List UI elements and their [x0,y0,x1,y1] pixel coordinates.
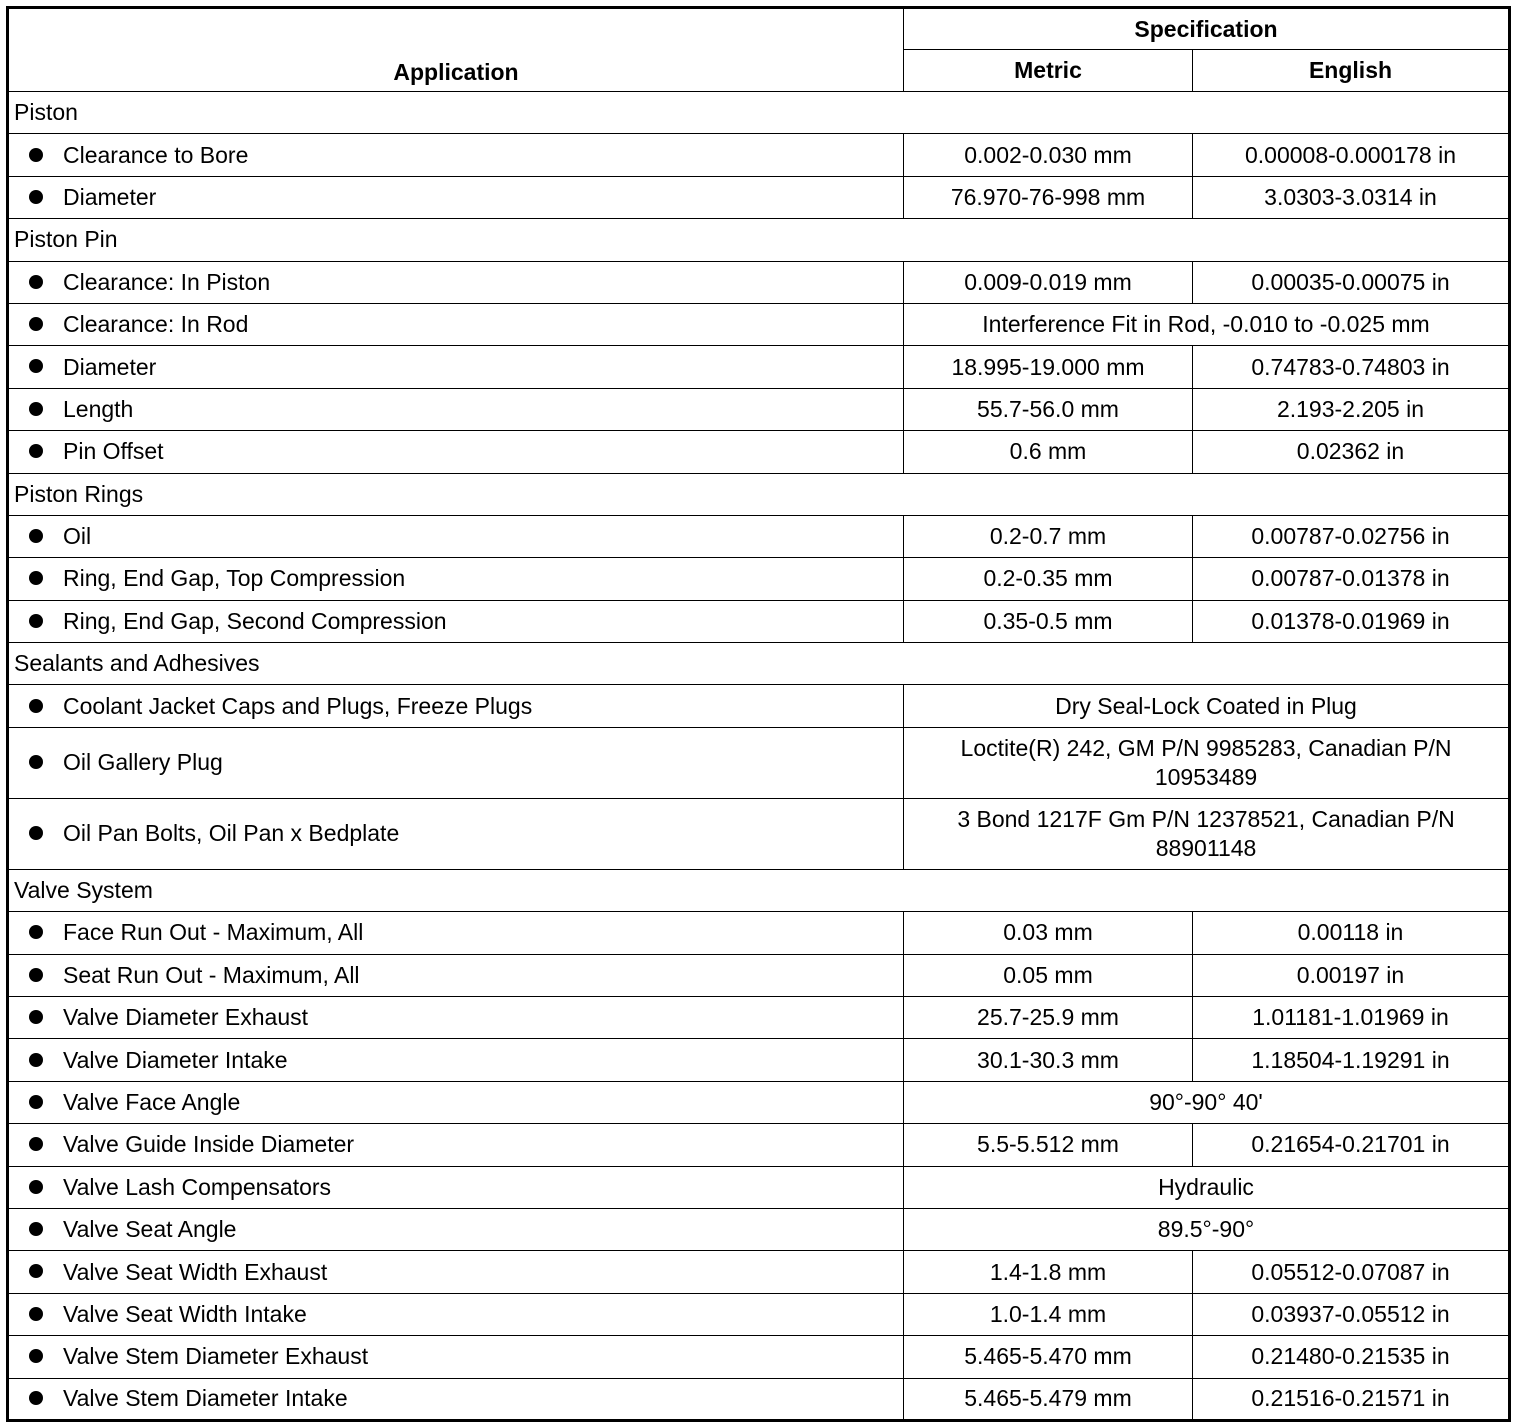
table-row [8,388,1510,430]
application-label: Ring, End Gap, Top Compression [63,565,406,592]
section-title: Piston Pin [8,219,1510,261]
english-value-cell: 1.01181-1.01969 in [1193,997,1510,1039]
english-header: English [1193,50,1510,92]
english-value-cell: 1.18504-1.19291 in [1193,1039,1510,1081]
table-row [8,685,1510,727]
application-label: Face Run Out - Maximum, All [63,919,364,946]
application-cell [8,1039,904,1081]
specification-table [6,6,1511,1422]
application-label: Valve Lash Compensators [63,1173,332,1200]
table-row [8,798,1510,869]
bullet-icon [29,529,43,543]
table-row [8,1166,1510,1208]
bullet-icon [29,1222,43,1236]
application-cell [8,685,904,727]
spec-value-cell: 3 Bond 1217F Gm P/N 12378521, Canadian P/N 88901148 [904,798,1510,869]
english-value-cell: 2.193-2.205 in [1193,388,1510,430]
application-label: Oil [63,523,92,550]
english-value-cell: 0.00118 in [1193,912,1510,954]
application-label: Valve Face Angle [63,1089,241,1115]
application-cell [8,600,904,642]
application-label: Valve Seat Width Exhaust [63,1258,328,1285]
bullet-icon [29,317,43,331]
application-label: Diameter [63,183,157,210]
application-cell [8,1208,904,1250]
table-row [8,997,1510,1039]
english-value-cell: 0.00787-0.01378 in [1193,558,1510,600]
table-row [8,1293,1510,1335]
application-cell [8,176,904,218]
application-cell [8,303,904,345]
bullet-icon [29,1010,43,1024]
section-title: Valve System [8,869,1510,911]
table-row [8,558,1510,600]
application-cell [8,1293,904,1335]
english-value-cell: 0.21480-0.21535 in [1193,1336,1510,1378]
application-label: Valve Seat Width Intake [63,1300,307,1327]
spec-value-cell: 89.5°-90° [904,1208,1510,1250]
application-cell [8,515,904,557]
table-body [8,92,1510,1421]
header-row-top [8,8,1510,50]
bullet-icon [29,699,43,713]
application-label: Valve Stem Diameter Exhaust [63,1343,369,1370]
spec-value-cell: Hydraulic [904,1166,1510,1208]
section-title: Sealants and Adhesives [8,643,1510,685]
application-cell [8,1081,904,1123]
application-cell [8,1124,904,1166]
section-title: Piston Rings [8,473,1510,515]
table-row [8,134,1510,176]
metric-value-cell: 0.2-0.7 mm [904,515,1193,557]
section-title: Piston [8,92,1510,134]
application-label: Valve Diameter Exhaust [63,1004,309,1031]
table-row [8,515,1510,557]
table-row [8,261,1510,303]
section-row [8,219,1510,261]
application-cell [8,912,904,954]
metric-value-cell: 0.002-0.030 mm [904,134,1193,176]
english-value-cell: 0.00787-0.02756 in [1193,515,1510,557]
application-cell [8,1378,904,1420]
spec-value-cell: Loctite(R) 242, GM P/N 9985283, Canadian P/N 10953489 [904,727,1510,798]
table-row [8,176,1510,218]
table-row [8,600,1510,642]
application-cell [8,388,904,430]
metric-value-cell: 0.03 mm [904,912,1193,954]
english-value-cell: 0.21516-0.21571 in [1193,1378,1510,1420]
bullet-icon [29,148,43,162]
english-value-cell: 0.00035-0.00075 in [1193,261,1510,303]
bullet-icon [29,1180,43,1194]
metric-value-cell: 25.7-25.9 mm [904,997,1193,1039]
application-label: Length [63,395,134,422]
application-label: Clearance: In Rod [63,311,249,338]
table-row [8,954,1510,996]
metric-header: Metric [904,50,1193,92]
bullet-icon [29,359,43,373]
section-row [8,473,1510,515]
application-label: Pin Offset [63,438,164,465]
metric-value-cell: 30.1-30.3 mm [904,1039,1193,1081]
metric-value-cell: 1.0-1.4 mm [904,1293,1193,1335]
section-row [8,869,1510,911]
application-label: Valve Diameter Intake [63,1046,288,1073]
table-row [8,1251,1510,1293]
bullet-icon [29,190,43,204]
bullet-icon [29,1307,43,1321]
bullet-icon [29,1391,43,1405]
bullet-icon [29,275,43,289]
application-label: Clearance to Bore [63,141,249,168]
application-cell [8,431,904,473]
specification-header: Specification [904,8,1510,50]
table-row [8,1378,1510,1420]
bullet-icon [29,1095,43,1109]
table-row [8,431,1510,473]
table-row [8,303,1510,345]
application-cell [8,558,904,600]
bullet-icon [29,826,43,840]
bullet-icon [29,1349,43,1363]
metric-value-cell: 0.009-0.019 mm [904,261,1193,303]
bullet-icon [29,1264,43,1278]
section-row [8,92,1510,134]
spec-value-cell: Dry Seal-Lock Coated in Plug [904,685,1510,727]
bullet-icon [29,571,43,585]
metric-value-cell: 0.05 mm [904,954,1193,996]
application-cell [8,798,904,869]
application-cell [8,1251,904,1293]
application-label: Valve Seat Angle [63,1216,237,1243]
application-cell [8,134,904,176]
bullet-icon [29,444,43,458]
bullet-icon [29,1053,43,1067]
bullet-icon [29,755,43,769]
metric-value-cell: 76.970-76-998 mm [904,176,1193,218]
bullet-icon [29,1137,43,1151]
metric-value-cell: 18.995-19.000 mm [904,346,1193,388]
english-value-cell: 0.02362 in [1193,431,1510,473]
metric-value-cell: 5.465-5.470 mm [904,1336,1193,1378]
application-label: Valve Stem Diameter Intake [63,1385,348,1412]
spec-value-cell: 90°-90° 40' [904,1081,1510,1123]
application-label: Clearance: In Piston [63,268,271,295]
table-row [8,1124,1510,1166]
metric-value-cell: 0.2-0.35 mm [904,558,1193,600]
bullet-icon [29,402,43,416]
metric-value-cell: 1.4-1.8 mm [904,1251,1193,1293]
table-row [8,1336,1510,1378]
application-label: Ring, End Gap, Second Compression [63,607,447,634]
metric-value-cell: 5.465-5.479 mm [904,1378,1193,1420]
application-cell [8,997,904,1039]
application-cell [8,261,904,303]
table-row [8,1081,1510,1123]
table-row [8,1208,1510,1250]
english-value-cell: 0.03937-0.05512 in [1193,1293,1510,1335]
english-value-cell: 0.21654-0.21701 in [1193,1124,1510,1166]
bullet-icon [29,968,43,982]
application-label: Oil Pan Bolts, Oil Pan x Bedplate [63,820,400,847]
application-cell [8,727,904,798]
table-row [8,346,1510,388]
metric-value-cell: 0.35-0.5 mm [904,600,1193,642]
application-cell [8,1166,904,1208]
application-cell [8,954,904,996]
application-cell [8,346,904,388]
english-value-cell: 3.0303-3.0314 in [1193,176,1510,218]
table-row [8,1039,1510,1081]
spec-value-cell: Interference Fit in Rod, -0.010 to -0.025 mm [904,303,1510,345]
english-value-cell: 0.74783-0.74803 in [1193,346,1510,388]
bullet-icon [29,614,43,628]
english-value-cell: 0.00008-0.000178 in [1193,134,1510,176]
application-label: Seat Run Out - Maximum, All [63,961,360,988]
section-row [8,643,1510,685]
metric-value-cell: 0.6 mm [904,431,1193,473]
english-value-cell: 0.05512-0.07087 in [1193,1251,1510,1293]
table-row [8,912,1510,954]
bullet-icon [29,925,43,939]
application-header: Application [8,8,904,92]
table-row [8,727,1510,798]
metric-value-cell: 5.5-5.512 mm [904,1124,1193,1166]
application-label: Coolant Jacket Caps and Plugs, Freeze Plugs [63,692,533,719]
application-label: Oil Gallery Plug [63,749,223,776]
application-label: Diameter [63,353,157,380]
english-value-cell: 0.01378-0.01969 in [1193,600,1510,642]
metric-value-cell: 55.7-56.0 mm [904,388,1193,430]
english-value-cell: 0.00197 in [1193,954,1510,996]
application-label: Valve Guide Inside Diameter [63,1131,355,1158]
application-cell [8,1336,904,1378]
